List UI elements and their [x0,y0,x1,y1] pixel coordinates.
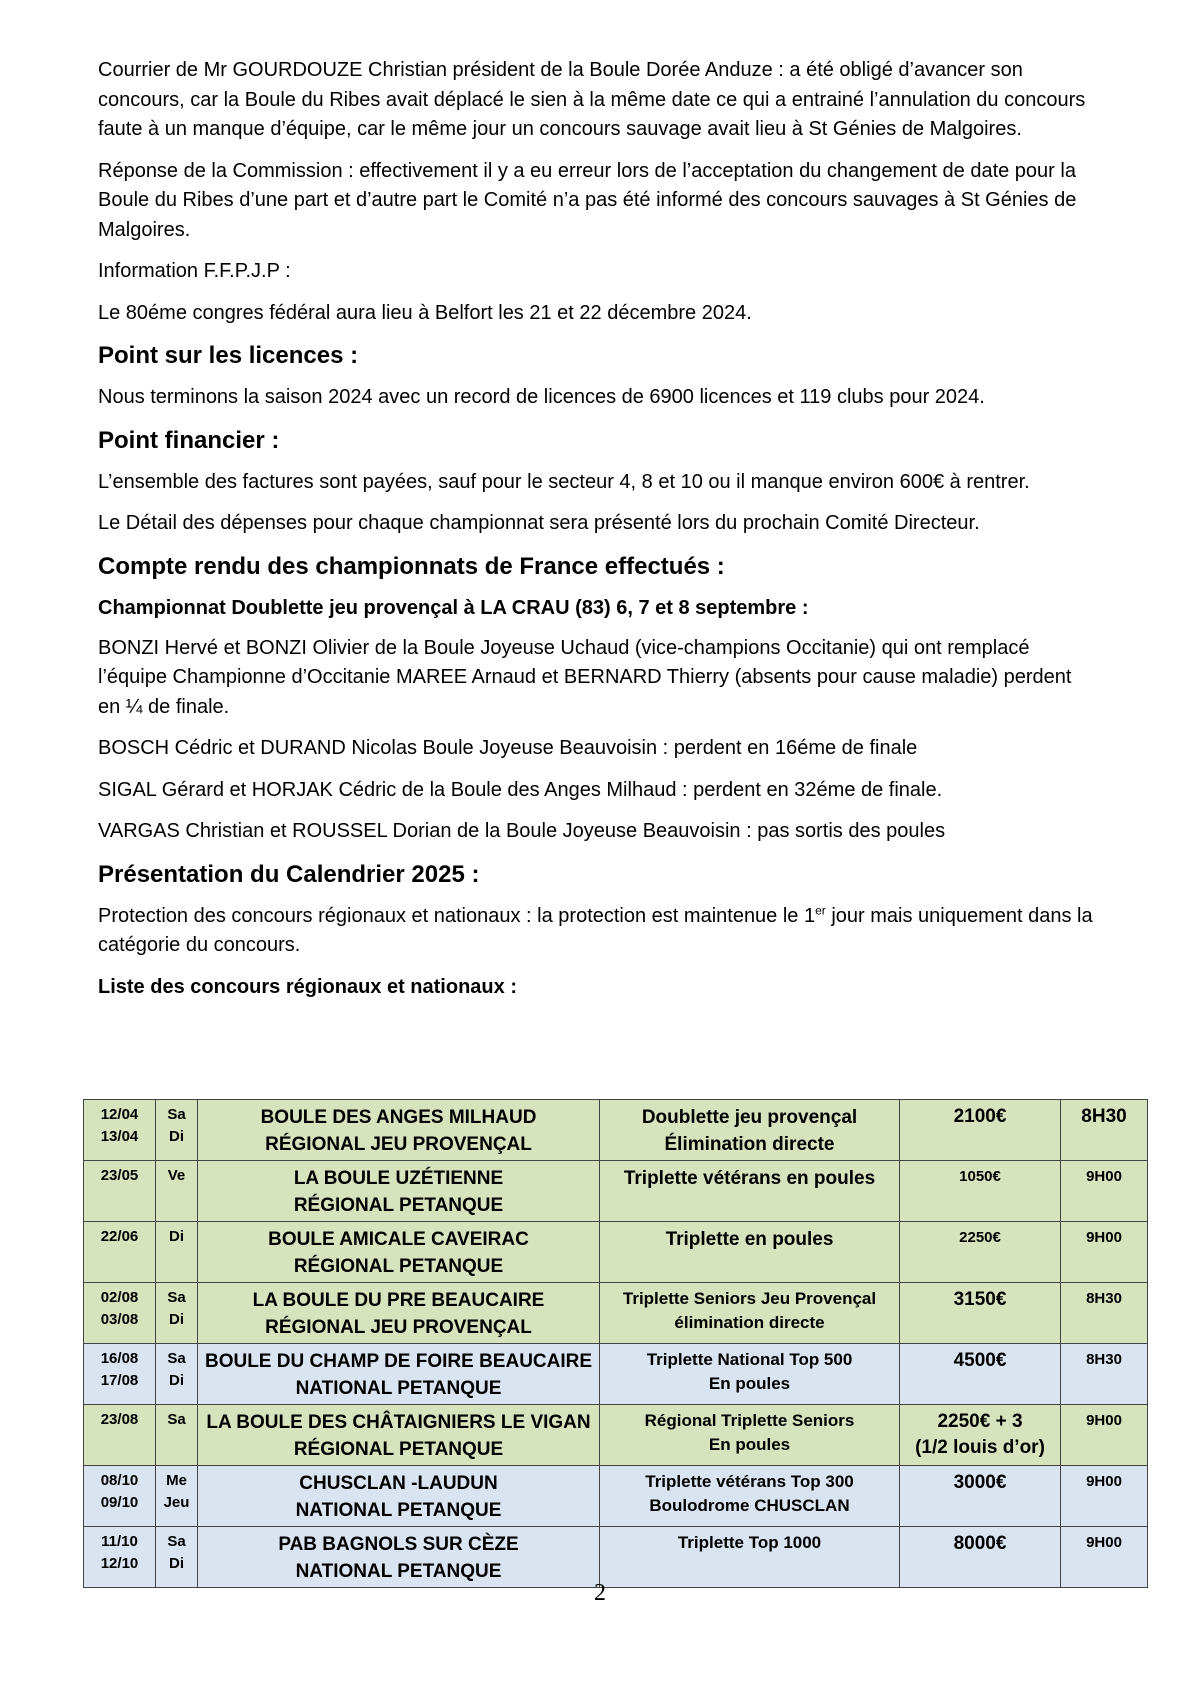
cell-date [84,1527,156,1588]
cell-prize [900,1344,1061,1405]
type-line: En poules [708,1374,791,1393]
type-line: Triplette Seniors Jeu Provençal [622,1289,877,1308]
cell-prize [900,1161,1061,1222]
cell-prize [900,1283,1061,1344]
cell-type [600,1222,900,1283]
cell-type [600,1344,900,1405]
page-number: 2 [594,1580,606,1606]
club-category: RÉGIONAL PETANQUE [293,1256,504,1277]
club-category: NATIONAL PETANQUE [295,1561,502,1582]
day-line: Me [166,1472,187,1489]
cell-date [84,1222,156,1283]
club-category: NATIONAL PETANQUE [295,1500,502,1521]
heading-doublette: Championnat Doublette jeu provençal à LA CRAU (83) 6, 7 et 8 septembre : [98,596,809,619]
cell-club [198,1100,600,1161]
prize-amount: 2250€ + 3 [937,1411,1023,1432]
paragraph-licences: Nous terminons la saison 2024 avec un record de licences de 6900 licences et 119 clubs pour 2024. [98,386,985,408]
time-value: 8H30 [1086,1351,1122,1368]
paragraph-depenses: Le Détail des dépenses pour chaque championnat sera présenté lors du prochain Comité Directeur. [98,512,980,534]
date-line: 12/10 [100,1555,139,1572]
table-row [84,1100,1148,1161]
cell-date [84,1161,156,1222]
day-line: Di [169,1228,184,1245]
cell-date [84,1283,156,1344]
paragraph-vargas: VARGAS Christian et ROUSSEL Dorian de la Boule Joyeuse Beauvoisin : pas sortis des poules [98,820,946,842]
table-row [84,1222,1148,1283]
cell-time [1061,1405,1148,1466]
day-line: Di [169,1311,184,1328]
cell-time [1061,1344,1148,1405]
calendar-table-body [84,1100,1148,1588]
club-category: RÉGIONAL PETANQUE [293,1195,504,1216]
day-line: Sa [167,1350,186,1367]
table-row [84,1405,1148,1466]
day-line: Jeu [163,1494,190,1511]
type-line: Élimination directe [664,1134,835,1155]
cell-time [1061,1283,1148,1344]
date-line: 23/08 [100,1411,139,1428]
cell-type [600,1405,900,1466]
heading-liste: Liste des concours régionaux et nationaux : [98,975,517,998]
paragraph-bosch: BOSCH Cédric et DURAND Nicolas Boule Joyeuse Beauvoisin : perdent en 16éme de finale [98,737,918,759]
cell-time [1061,1161,1148,1222]
cell-club [198,1466,600,1527]
day-line: Sa [167,1533,186,1550]
heading-compte-rendu: Compte rendu des championnats de France effectués : [98,552,725,580]
time-value: 9H00 [1086,1168,1122,1185]
date-line: 23/05 [100,1167,139,1184]
document-body [98,56,1098,1013]
prize-amount: 8000€ [953,1533,1007,1554]
cell-club [198,1405,600,1466]
club-name: LA BOULE DU PRE BEAUCAIRE [252,1290,545,1311]
date-line: 02/08 [100,1289,139,1306]
cell-type [600,1100,900,1161]
type-line: Doublette jeu provençal [641,1107,858,1128]
cell-time [1061,1222,1148,1283]
date-line: 09/10 [100,1494,139,1511]
prize-amount: 3150€ [953,1289,1007,1310]
type-line: Régional Triplette Seniors [644,1411,855,1430]
cell-club [198,1222,600,1283]
date-line: 11/10 [101,1533,138,1550]
prize-amount: 4500€ [953,1350,1007,1371]
cell-date [84,1405,156,1466]
cell-date [84,1344,156,1405]
club-name: BOULE AMICALE CAVEIRAC [268,1229,529,1250]
club-name: CHUSCLAN -LAUDUN [299,1473,498,1494]
cell-day [156,1283,198,1344]
type-line: En poules [708,1435,791,1454]
paragraph-congres: Le 80éme congres fédéral aura lieu à Belfort les 21 et 22 décembre 2024. [98,301,752,324]
cell-day [156,1222,198,1283]
cell-prize [900,1222,1061,1283]
cell-prize [900,1405,1061,1466]
paragraph-bonzi: BONZI Hervé et BONZI Olivier de la Boule Joyeuse Uchaud (vice-champions Occitanie) qui ont remplacé l’équipe Championne d’Occitanie MAREE Arnaud et BERNARD Thierry (absents pour cause maladie) perdent en ¼ de finale. [98,636,1072,718]
cell-day [156,1527,198,1588]
cell-type [600,1161,900,1222]
cell-type [600,1527,900,1588]
club-name: BOULE DU CHAMP DE FOIRE BEAUCAIRE [204,1351,593,1372]
cell-club [198,1527,600,1588]
prize-amount: 1050€ [959,1168,1001,1185]
paragraph-sigal: SIGAL Gérard et HORJAK Cédric de la Boule des Anges Milhaud : perdent en 32éme de finale. [98,778,943,801]
day-line: Ve [167,1167,186,1184]
table-row [84,1466,1148,1527]
type-line: Triplette en poules [665,1229,834,1250]
heading-financier: Point financier : [98,426,280,454]
time-value: 8H30 [1086,1290,1122,1307]
paragraph-reponse: Réponse de la Commission : effectivement il y a eu erreur lors de l’acceptation du changement de date pour la Boule du Ribes d’une part et d’autre part le Comité n’a pas été informé des concours sauvages à St Génies de Malgoires. [98,159,1077,241]
cell-day [156,1405,198,1466]
club-name: LA BOULE UZÉTIENNE [293,1168,504,1189]
paragraph-protection [98,902,1098,961]
prize-amount: 2250€ [959,1229,1001,1246]
cell-day [156,1161,198,1222]
table-row [84,1527,1148,1588]
time-value: 8H30 [1081,1106,1127,1127]
day-line: Di [169,1372,184,1389]
type-line: Triplette vétérans en poules [623,1168,876,1189]
time-value: 9H00 [1086,1534,1122,1551]
protection-superscript: er [815,902,826,917]
cell-day [156,1466,198,1527]
cell-club [198,1161,600,1222]
club-name: PAB BAGNOLS SUR CÈZE [278,1534,519,1555]
paragraph-factures: L’ensemble des factures sont payées, sauf pour le secteur 4, 8 et 10 ou il manque environ 600€ à rentrer. [98,470,1030,493]
cell-time [1061,1527,1148,1588]
type-line: Boulodrome CHUSCLAN [649,1496,850,1515]
cell-prize [900,1527,1061,1588]
cell-time [1061,1466,1148,1527]
prize-extra: (1/2 louis d’or) [915,1437,1045,1458]
day-line: Sa [167,1411,186,1428]
club-category: NATIONAL PETANQUE [295,1378,502,1399]
heading-licences: Point sur les licences : [98,342,359,369]
prize-amount: 2100€ [953,1106,1007,1127]
day-line: Sa [167,1289,186,1306]
day-line: Di [169,1555,184,1572]
date-line: 17/08 [100,1372,139,1389]
club-category: RÉGIONAL JEU PROVENÇAL [265,1317,532,1338]
club-category: RÉGIONAL PETANQUE [293,1439,504,1460]
prize-amount: 3000€ [953,1472,1007,1493]
cell-time [1061,1100,1148,1161]
type-line: élimination directe [674,1313,825,1332]
date-line: 12/04 [100,1106,139,1123]
protection-text-b: jour mais uniquement dans la catégorie du concours. [98,904,1093,956]
time-value: 9H00 [1086,1473,1122,1490]
calendar-table [83,1099,1148,1588]
heading-calendrier: Présentation du Calendrier 2025 : [98,860,480,888]
club-category: RÉGIONAL JEU PROVENÇAL [265,1134,532,1155]
table-row [84,1344,1148,1405]
cell-day [156,1100,198,1161]
paragraph-courrier: Courrier de Mr GOURDOUZE Christian président de la Boule Dorée Anduze : a été obligé d’avancer son concours, car la Boule du Ribes avait déplacé le sien à la même date ce qui a entrainé l’annulation du concours faute à un manque d’équipe, car le même jour un concours sauvage avait lieu à St Génies de Malgoires. [98,59,1086,140]
date-line: 13/04 [100,1128,139,1145]
cell-club [198,1283,600,1344]
day-line: Di [169,1128,184,1145]
date-line: 08/10 [100,1472,139,1489]
date-line: 16/08 [100,1350,139,1367]
cell-date [84,1466,156,1527]
type-line: Triplette vétérans Top 300 [645,1472,854,1491]
club-name: LA BOULE DES CHÂTAIGNIERS LE VIGAN [206,1412,591,1433]
club-name: BOULE DES ANGES MILHAUD [260,1107,537,1128]
protection-text-a: Protection des concours régionaux et nationaux : la protection est maintenue le 1 [98,904,816,927]
table-row [84,1283,1148,1344]
cell-day [156,1344,198,1405]
cell-prize [900,1466,1061,1527]
table-row [84,1161,1148,1222]
type-line: Triplette Top 1000 [677,1533,822,1552]
time-value: 9H00 [1086,1412,1122,1429]
date-line: 22/06 [100,1228,139,1245]
paragraph-information: Information F.F.P.J.P : [98,260,291,282]
cell-date [84,1100,156,1161]
time-value: 9H00 [1086,1229,1122,1246]
cell-type [600,1466,900,1527]
cell-type [600,1283,900,1344]
cell-prize [900,1100,1061,1161]
type-line: Triplette National Top 500 [646,1350,853,1369]
day-line: Sa [167,1106,186,1123]
date-line: 03/08 [100,1311,139,1328]
cell-club [198,1344,600,1405]
